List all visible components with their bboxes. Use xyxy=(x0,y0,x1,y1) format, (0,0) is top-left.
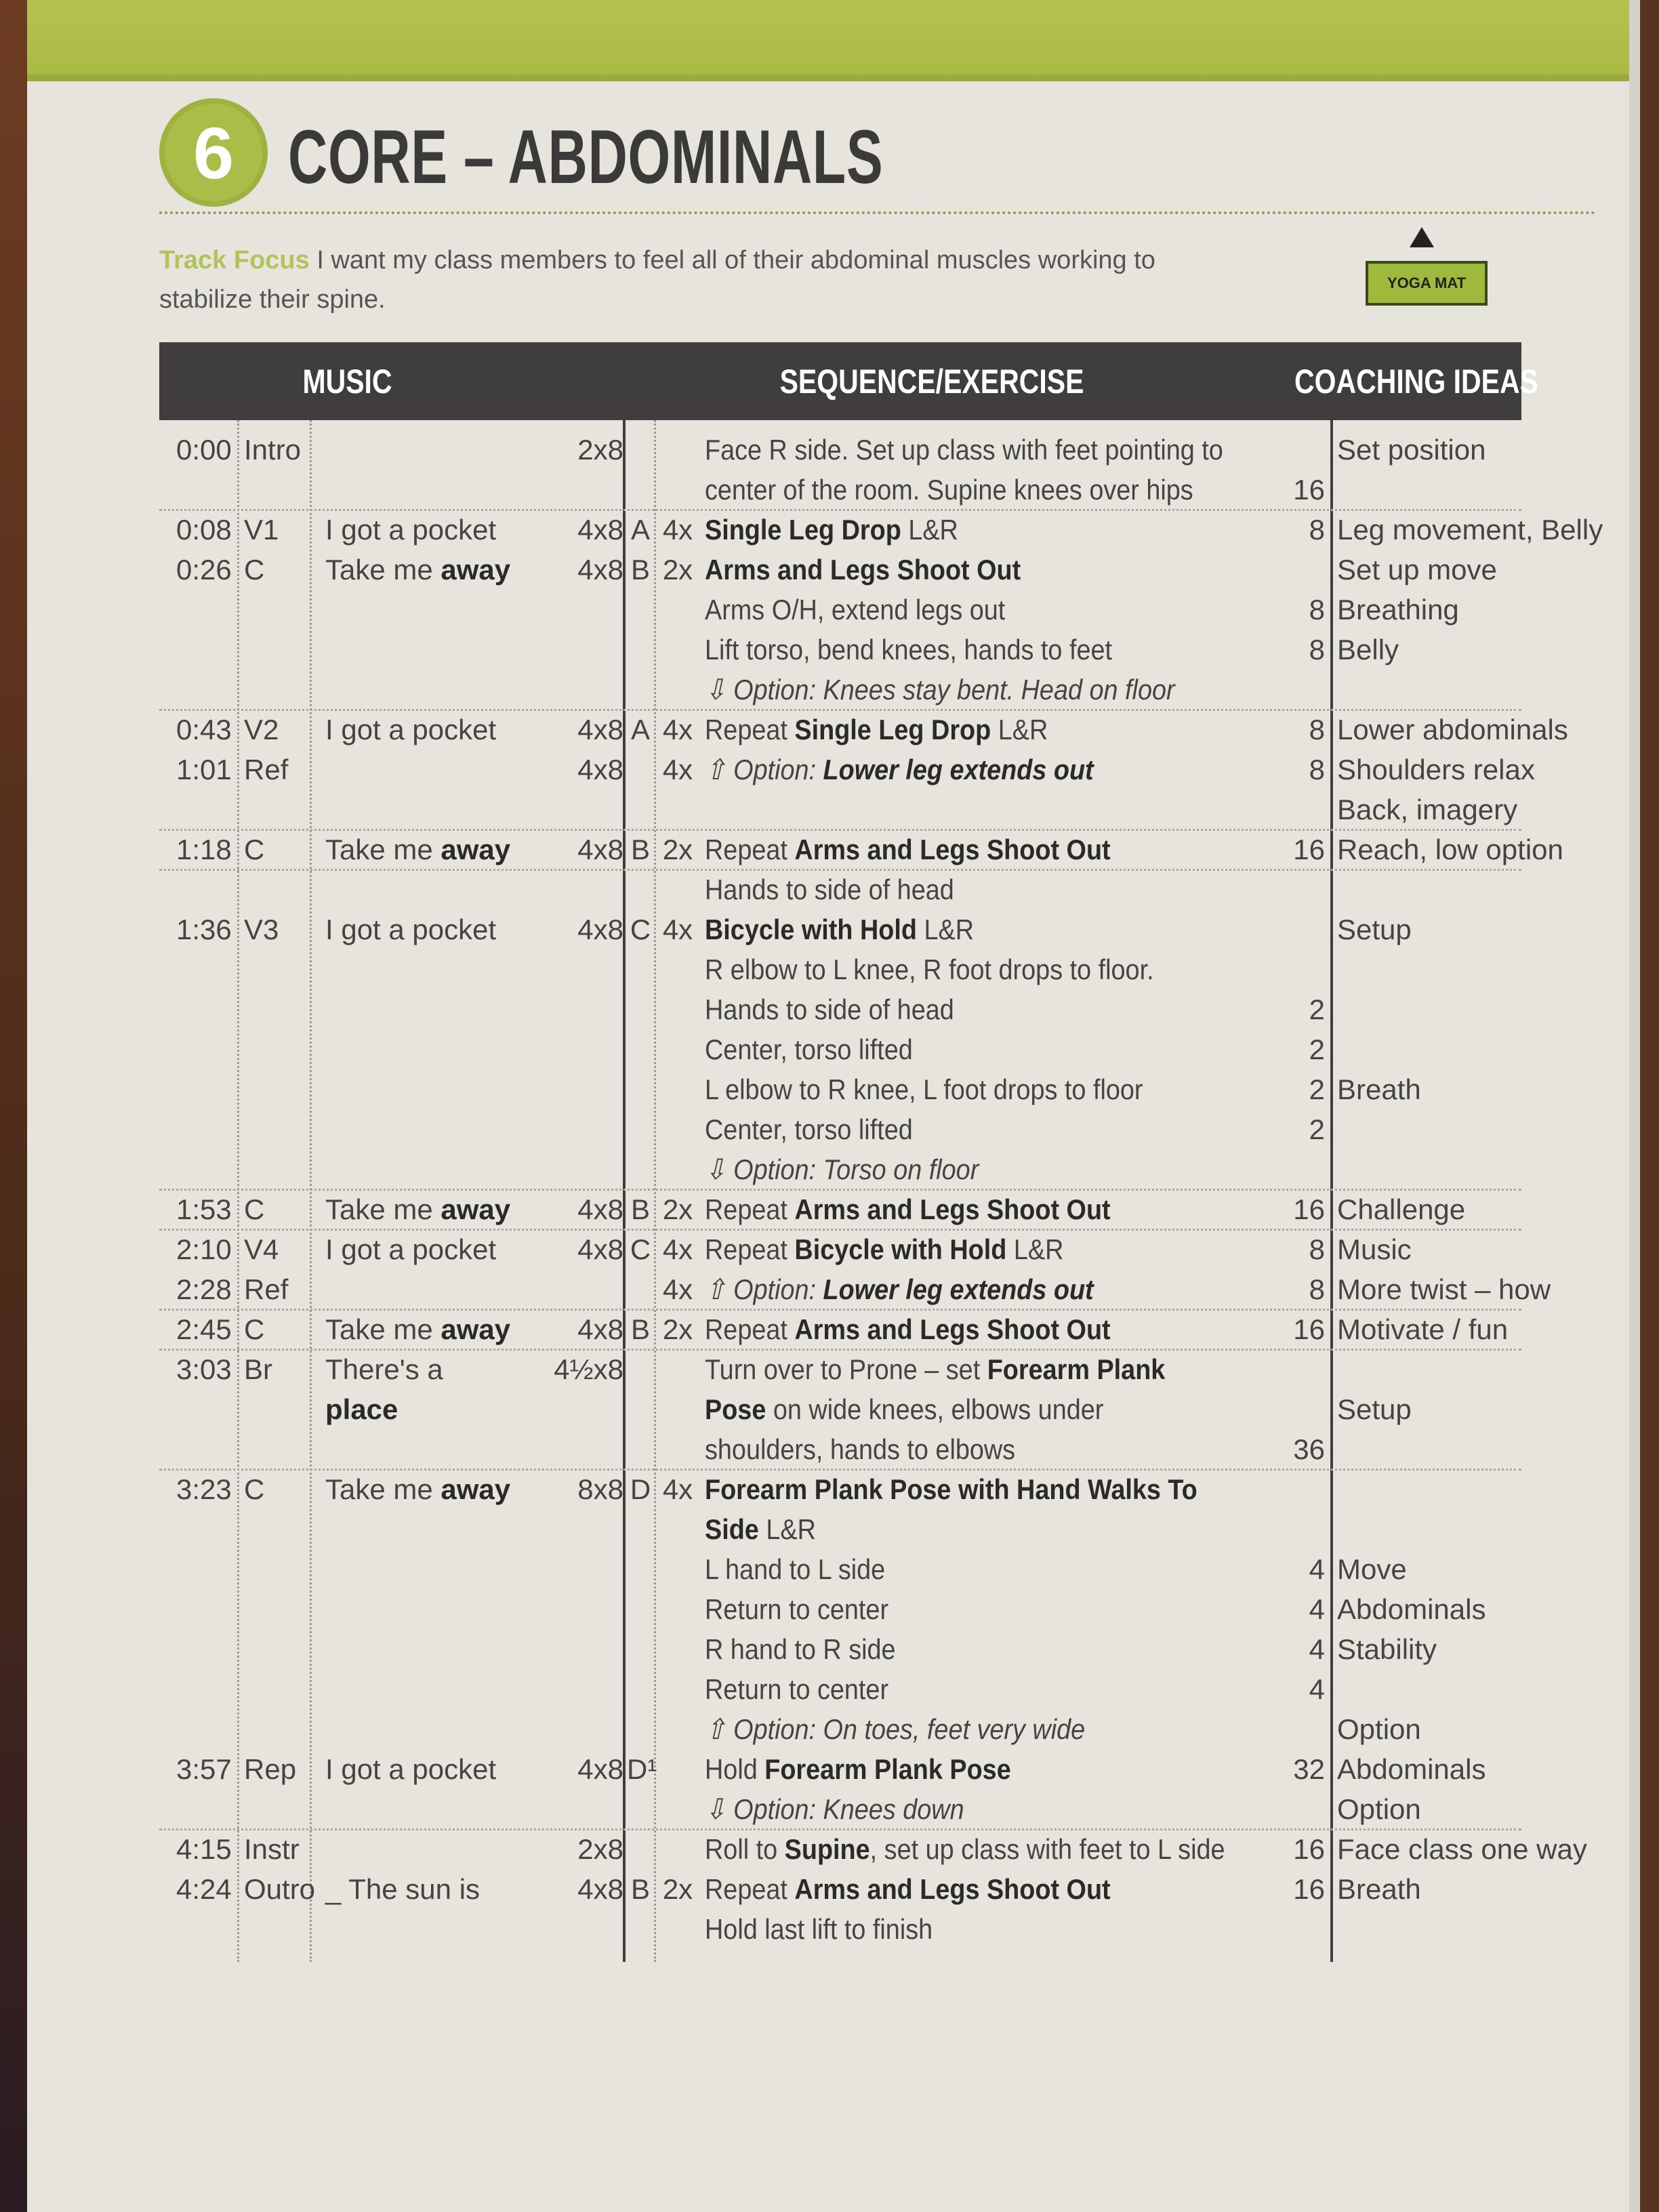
part-cell: Br xyxy=(244,1353,272,1385)
exercise-cell xyxy=(705,750,1362,790)
coaching-cell: Move xyxy=(1337,1553,1407,1585)
exercise-cell xyxy=(705,950,1362,989)
part-cell: C xyxy=(244,834,265,865)
text-run: place xyxy=(325,1393,398,1425)
count-cell: 4x8 xyxy=(577,554,623,586)
beats-cell: 16 xyxy=(1293,1833,1325,1865)
text-run: Face R side. Set up class with feet pointing to xyxy=(705,434,1223,466)
part-cell: C xyxy=(244,1193,265,1225)
beats-cell: 8 xyxy=(1309,1273,1325,1305)
text-run: away xyxy=(441,1193,511,1225)
exercise-cell xyxy=(705,1030,1362,1069)
coaching-cell: Setup xyxy=(1337,1393,1412,1425)
text-run: Repeat xyxy=(705,714,795,745)
beats-cell: 16 xyxy=(1293,1313,1325,1345)
exercise-cell xyxy=(705,1630,1362,1669)
part-cell: C xyxy=(244,1473,265,1505)
time-cell: 2:10 xyxy=(176,1233,232,1265)
letter-cell: B xyxy=(630,1193,650,1225)
exercise-text xyxy=(705,1350,1165,1389)
exercise-text xyxy=(705,1390,1103,1429)
exercise-text xyxy=(705,590,1005,630)
repetitions-cell: 4x xyxy=(662,1233,693,1265)
letter-cell: B xyxy=(630,1313,650,1345)
exercise-cell xyxy=(705,1230,1362,1269)
time-cell: 1:01 xyxy=(176,754,232,785)
part-cell: Ref xyxy=(244,754,289,785)
text-run: Forearm Plank Pose xyxy=(764,1753,1011,1785)
text-run: There's a xyxy=(325,1353,443,1385)
exercise-cell xyxy=(705,1910,1362,1949)
time-cell: 0:08 xyxy=(176,514,232,546)
coaching-cell: Set up move xyxy=(1337,554,1497,586)
header-sequence: SEQUENCE/EXERCISE xyxy=(779,362,1084,401)
part-cell: V1 xyxy=(244,514,279,546)
exercise-text xyxy=(705,550,1021,590)
letter-cell: A xyxy=(630,714,650,745)
text-run: Turn over to Prone – set xyxy=(705,1353,987,1385)
exercise-cell xyxy=(705,1510,1362,1549)
text-run: Arms O/H, extend legs out xyxy=(705,594,1006,626)
exercise-cell xyxy=(705,670,1362,710)
text-run: L&R xyxy=(1006,1233,1064,1265)
text-run: Bicycle with Hold xyxy=(794,1233,1007,1265)
exercise-cell xyxy=(705,1310,1362,1349)
coaching-cell: Option xyxy=(1337,1713,1421,1745)
text-run: I got a pocket xyxy=(325,914,497,945)
time-cell: 0:00 xyxy=(176,434,232,466)
part-cell: Rep xyxy=(244,1753,297,1785)
exercise-cell xyxy=(705,710,1362,750)
exercise-text xyxy=(705,1750,1011,1789)
exercise-text xyxy=(705,1230,1063,1269)
text-run: I got a pocket xyxy=(325,514,497,546)
green-top-band xyxy=(27,0,1629,81)
count-cell: 4x8 xyxy=(577,1233,623,1265)
song-cell xyxy=(325,910,556,949)
exercise-text xyxy=(705,870,954,909)
repetitions-cell: 2x xyxy=(662,1313,693,1345)
count-cell: 2x8 xyxy=(577,434,623,466)
coaching-cell: More twist – how xyxy=(1337,1273,1551,1305)
beats-cell: 16 xyxy=(1293,1193,1325,1225)
beats-cell: 8 xyxy=(1309,634,1325,665)
exercise-cell xyxy=(705,430,1362,470)
text-run: Single Leg Drop xyxy=(705,514,901,546)
text-run: away xyxy=(441,834,511,865)
page-title: CORE – ABDOMINALS xyxy=(288,115,884,199)
text-run: away xyxy=(441,1473,511,1505)
part-cell: V3 xyxy=(244,914,279,945)
exercise-cell xyxy=(705,830,1362,869)
count-cell: 4½x8 xyxy=(554,1353,623,1385)
text-run: Arms and Legs Shoot Out xyxy=(794,1193,1111,1225)
song-cell xyxy=(325,1190,556,1229)
song-cell xyxy=(325,1470,556,1509)
text-run: Hands to side of head xyxy=(705,874,954,905)
beats-cell: 8 xyxy=(1309,514,1325,546)
song-cell xyxy=(325,1350,556,1389)
letter-cell: A xyxy=(630,514,650,546)
repetitions-cell: 2x xyxy=(662,554,693,586)
text-run: I got a pocket xyxy=(325,1233,497,1265)
text-run: ⇧ Option: xyxy=(705,754,823,785)
song-cell xyxy=(325,1870,556,1909)
letter-cell: D¹ xyxy=(627,1753,657,1785)
text-run: Lower leg extends out xyxy=(823,1273,1094,1305)
time-cell: 1:36 xyxy=(176,914,232,945)
coaching-cell: Shoulders relax xyxy=(1337,754,1535,785)
exercise-cell xyxy=(705,1830,1362,1869)
exercise-cell xyxy=(705,550,1362,590)
count-cell: 4x8 xyxy=(577,1313,623,1345)
exercise-text xyxy=(705,1270,1094,1309)
exercise-cell xyxy=(705,910,1362,949)
exercise-cell xyxy=(705,1070,1362,1109)
beats-cell: 4 xyxy=(1309,1593,1325,1625)
exercise-text xyxy=(705,1470,1197,1509)
text-run: Repeat xyxy=(705,1193,795,1225)
exercise-text xyxy=(705,510,958,550)
exercise-cell xyxy=(705,590,1362,630)
exercise-text xyxy=(705,1030,913,1069)
letter-cell: B xyxy=(630,834,650,865)
exercise-cell xyxy=(705,1190,1362,1229)
text-run: Repeat xyxy=(705,1313,795,1345)
text-run: away xyxy=(441,554,511,586)
text-run: ⇩ Option: Knees down xyxy=(705,1793,964,1825)
text-run: away xyxy=(441,1313,511,1345)
coaching-cell: Reach, low option xyxy=(1337,834,1563,865)
beats-cell: 8 xyxy=(1309,1233,1325,1265)
part-cell: C xyxy=(244,554,265,586)
exercise-cell xyxy=(705,1430,1362,1469)
exercise-text xyxy=(705,750,1094,790)
count-cell: 2x8 xyxy=(577,1833,623,1865)
time-cell: 2:45 xyxy=(176,1313,232,1345)
coaching-cell: Breath xyxy=(1337,1873,1421,1905)
text-run: center of the room. Supine knees over hips xyxy=(705,474,1193,506)
text-run: Lower leg extends out xyxy=(823,754,1094,785)
beats-cell: 8 xyxy=(1309,754,1325,785)
exercise-text xyxy=(705,950,1154,989)
text-run: Hands to side of head xyxy=(705,994,954,1025)
text-run: Return to center xyxy=(705,1673,889,1705)
exercise-text xyxy=(705,1430,1015,1469)
coaching-cell: Stability xyxy=(1337,1633,1437,1665)
beats-cell: 8 xyxy=(1309,714,1325,745)
exercise-text xyxy=(705,1830,1225,1869)
text-run: Single Leg Drop xyxy=(794,714,991,745)
exercise-cell xyxy=(705,990,1362,1029)
exercise-cell xyxy=(705,630,1362,670)
text-run: on wide knees, elbows under xyxy=(766,1393,1104,1425)
count-cell: 4x8 xyxy=(577,1193,623,1225)
track-focus-label: Track Focus xyxy=(159,246,310,274)
exercise-text xyxy=(705,470,1193,510)
text-run: Repeat xyxy=(705,1233,795,1265)
track-focus-text-2: stabilize their spine. xyxy=(159,285,386,314)
repetitions-cell: 2x xyxy=(662,1193,693,1225)
exercise-text xyxy=(705,1710,1085,1749)
table-header xyxy=(159,342,1538,420)
text-run: L&R xyxy=(916,914,974,945)
text-run: Take me xyxy=(325,1473,441,1505)
exercise-text xyxy=(705,630,1112,670)
beats-cell: 2 xyxy=(1309,994,1325,1025)
exercise-text xyxy=(705,1510,816,1549)
exercise-cell xyxy=(705,1390,1362,1429)
text-run: Repeat xyxy=(705,834,795,865)
time-cell: 0:43 xyxy=(176,714,232,745)
exercise-text xyxy=(705,1190,1111,1229)
count-cell: 4x8 xyxy=(577,1753,623,1785)
repetitions-cell: 2x xyxy=(662,1873,693,1905)
exercise-text xyxy=(705,1910,933,1949)
exercise-cell xyxy=(705,1550,1362,1589)
track-focus-text-1: I want my class members to feel all of their abdominal muscles working to xyxy=(316,246,1155,274)
header-coaching: COACHING IDEAS xyxy=(1294,362,1538,401)
exercise-text xyxy=(705,1110,913,1149)
coaching-cell: Abdominals xyxy=(1337,1753,1486,1785)
exercise-cell xyxy=(705,1790,1362,1829)
text-run: ⇧ Option: On toes, feet very wide xyxy=(705,1713,1086,1745)
count-cell: 4x8 xyxy=(577,754,623,785)
text-run: Center, torso lifted xyxy=(705,1033,913,1065)
coaching-cell: Back, imagery xyxy=(1337,794,1518,825)
part-cell: Ref xyxy=(244,1273,289,1305)
exercise-cell xyxy=(705,1350,1362,1389)
arrow-up-icon xyxy=(1410,227,1434,247)
text-run: R elbow to L knee, R foot drops to floor. xyxy=(705,954,1154,985)
coaching-cell: Challenge xyxy=(1337,1193,1466,1225)
exercise-cell xyxy=(705,510,1362,550)
text-run: Bicycle with Hold xyxy=(705,914,917,945)
exercise-text xyxy=(705,1870,1111,1909)
count-cell: 4x8 xyxy=(577,834,623,865)
text-run: ⇩ Option: Torso on floor xyxy=(705,1153,979,1185)
header-music: MUSIC xyxy=(302,362,392,401)
text-run: Forearm Plank xyxy=(987,1353,1166,1385)
text-run: L hand to L side xyxy=(705,1553,886,1585)
beats-cell: 4 xyxy=(1309,1553,1325,1585)
text-run: Arms and Legs Shoot Out xyxy=(705,554,1021,586)
text-run: Supine xyxy=(784,1833,870,1865)
exercise-text xyxy=(705,670,1175,710)
choreography-table xyxy=(159,342,1603,1962)
song-cell xyxy=(325,1390,556,1429)
part-cell: C xyxy=(244,1313,265,1345)
exercise-text xyxy=(705,710,1048,750)
repetitions-cell: 4x xyxy=(662,1473,693,1505)
repetitions-cell: 4x xyxy=(662,714,693,745)
text-run: Side xyxy=(705,1513,759,1545)
text-run: ⇩ Option: Knees stay bent. Head on floor xyxy=(705,674,1175,705)
exercise-cell xyxy=(705,1150,1362,1189)
beats-cell: 36 xyxy=(1293,1433,1325,1465)
text-run: Arms and Legs Shoot Out xyxy=(794,1873,1111,1905)
text-run: I got a pocket xyxy=(325,1753,497,1785)
time-cell: 0:26 xyxy=(176,554,232,586)
time-cell: 1:18 xyxy=(176,834,232,865)
song-cell xyxy=(325,1750,556,1789)
text-run: shoulders, hands to elbows xyxy=(705,1433,1016,1465)
repetitions-cell: 4x xyxy=(662,914,693,945)
coaching-cell: Motivate / fun xyxy=(1337,1313,1509,1345)
exercise-cell xyxy=(705,1590,1362,1629)
text-run: Take me xyxy=(325,834,441,865)
beats-cell: 2 xyxy=(1309,1033,1325,1065)
exercise-cell xyxy=(705,1670,1362,1709)
coaching-cell: Belly xyxy=(1337,634,1399,665)
exercise-cell xyxy=(705,1750,1362,1789)
exercise-cell xyxy=(705,1110,1362,1149)
text-run: Take me xyxy=(325,1313,441,1345)
beats-cell: 2 xyxy=(1309,1113,1325,1145)
repetitions-cell: 4x xyxy=(662,514,693,546)
exercise-text xyxy=(705,1310,1111,1349)
beats-cell: 16 xyxy=(1293,474,1325,506)
time-cell: 3:03 xyxy=(176,1353,232,1385)
coaching-cell: Breath xyxy=(1337,1073,1421,1105)
letter-cell: C xyxy=(630,1233,651,1265)
song-cell xyxy=(325,830,556,869)
text-run: Pose xyxy=(705,1393,766,1425)
text-run: L&R xyxy=(758,1513,816,1545)
part-cell: Intro xyxy=(244,434,302,466)
song-cell xyxy=(325,710,556,750)
count-cell: 4x8 xyxy=(577,914,623,945)
exercise-text xyxy=(705,1590,888,1629)
text-run: Repeat xyxy=(705,1873,795,1905)
coaching-cell: Music xyxy=(1337,1233,1412,1265)
part-cell: Outro xyxy=(244,1873,316,1905)
track-header xyxy=(159,98,1596,207)
exercise-text xyxy=(705,1630,896,1669)
exercise-cell xyxy=(705,870,1362,909)
count-cell: 4x8 xyxy=(577,514,623,546)
beats-cell: 4 xyxy=(1309,1633,1325,1665)
part-cell: V4 xyxy=(244,1233,279,1265)
text-run: L&R xyxy=(901,514,958,546)
time-cell: 2:28 xyxy=(176,1273,232,1305)
part-cell: V2 xyxy=(244,714,279,745)
exercise-text xyxy=(705,430,1223,470)
column-divider-part xyxy=(310,420,312,1962)
coaching-cell: Leg movement, Belly xyxy=(1337,514,1603,546)
text-run: Return to center xyxy=(705,1593,889,1625)
beats-cell: 4 xyxy=(1309,1673,1325,1705)
exercise-cell xyxy=(705,1870,1362,1909)
time-cell: 3:57 xyxy=(176,1753,232,1785)
track-focus xyxy=(159,241,1379,319)
time-cell: 4:24 xyxy=(176,1873,232,1905)
beats-cell: 32 xyxy=(1293,1753,1325,1785)
letter-cell: C xyxy=(630,914,651,945)
count-cell: 8x8 xyxy=(577,1473,623,1505)
text-run: I got a pocket xyxy=(325,714,497,745)
text-run: Take me xyxy=(325,554,441,586)
coaching-cell: Abdominals xyxy=(1337,1593,1486,1625)
exercise-cell xyxy=(705,1270,1362,1309)
beats-cell: 16 xyxy=(1293,834,1325,865)
beats-cell: 16 xyxy=(1293,1873,1325,1905)
song-cell xyxy=(325,1310,556,1349)
text-run: Hold xyxy=(705,1753,765,1785)
song-cell xyxy=(325,550,556,590)
repetitions-cell: 2x xyxy=(662,834,693,865)
text-run: Take me xyxy=(325,1193,441,1225)
text-run: L&R xyxy=(991,714,1048,745)
exercise-text xyxy=(705,830,1111,869)
part-cell: Instr xyxy=(244,1833,300,1865)
coaching-cell: Set position xyxy=(1337,434,1486,466)
repetitions-cell: 4x xyxy=(662,1273,693,1305)
exercise-text xyxy=(705,1670,888,1709)
exercise-cell xyxy=(705,470,1362,510)
letter-cell: B xyxy=(630,554,650,586)
time-cell: 1:53 xyxy=(176,1193,232,1225)
repetitions-cell: 4x xyxy=(662,754,693,785)
text-run: L elbow to R knee, L foot drops to floor xyxy=(705,1073,1143,1105)
coaching-cell: Face class one way xyxy=(1337,1833,1587,1865)
coaching-cell: Lower abdominals xyxy=(1337,714,1568,745)
exercise-text xyxy=(705,1550,885,1589)
time-cell: 4:15 xyxy=(176,1833,232,1865)
exercise-cell xyxy=(705,1470,1362,1509)
coaching-cell: Breathing xyxy=(1337,594,1459,626)
text-run: Roll to xyxy=(705,1833,785,1865)
exercise-text xyxy=(705,1070,1143,1109)
text-run: R hand to R side xyxy=(705,1633,896,1665)
exercise-text xyxy=(705,1790,964,1829)
coaching-cell: Setup xyxy=(1337,914,1412,945)
text-run: Lift torso, bend knees, hands to feet xyxy=(705,634,1113,665)
track-number-badge: 6 xyxy=(159,98,268,207)
letter-cell: B xyxy=(630,1873,650,1905)
background-edge xyxy=(0,0,27,2212)
text-run: Forearm Plank Pose with Hand Walks To xyxy=(705,1473,1197,1505)
title-divider xyxy=(159,211,1596,214)
coaching-cell: Option xyxy=(1337,1793,1421,1825)
exercise-text xyxy=(705,990,954,1029)
time-cell: 3:23 xyxy=(176,1473,232,1505)
count-cell: 4x8 xyxy=(577,1873,623,1905)
text-run: ⇧ Option: xyxy=(705,1273,823,1305)
text-run: Hold last lift to finish xyxy=(705,1913,933,1945)
text-run: Arms and Legs Shoot Out xyxy=(794,1313,1111,1345)
text-run: , set up class with feet to L side xyxy=(869,1833,1225,1865)
text-run: _ The sun is xyxy=(325,1873,480,1905)
beats-cell: 8 xyxy=(1309,594,1325,626)
letter-cell: D xyxy=(630,1473,651,1505)
beats-cell: 2 xyxy=(1309,1073,1325,1105)
text-run: Arms and Legs Shoot Out xyxy=(794,834,1111,865)
count-cell: 4x8 xyxy=(577,714,623,745)
song-cell xyxy=(325,510,556,550)
exercise-cell xyxy=(705,1710,1362,1749)
exercise-text xyxy=(705,1150,979,1189)
text-run: Center, torso lifted xyxy=(705,1113,913,1145)
song-cell xyxy=(325,1230,556,1269)
exercise-text xyxy=(705,910,974,949)
equipment-badge: YOGA MAT xyxy=(1366,261,1488,306)
